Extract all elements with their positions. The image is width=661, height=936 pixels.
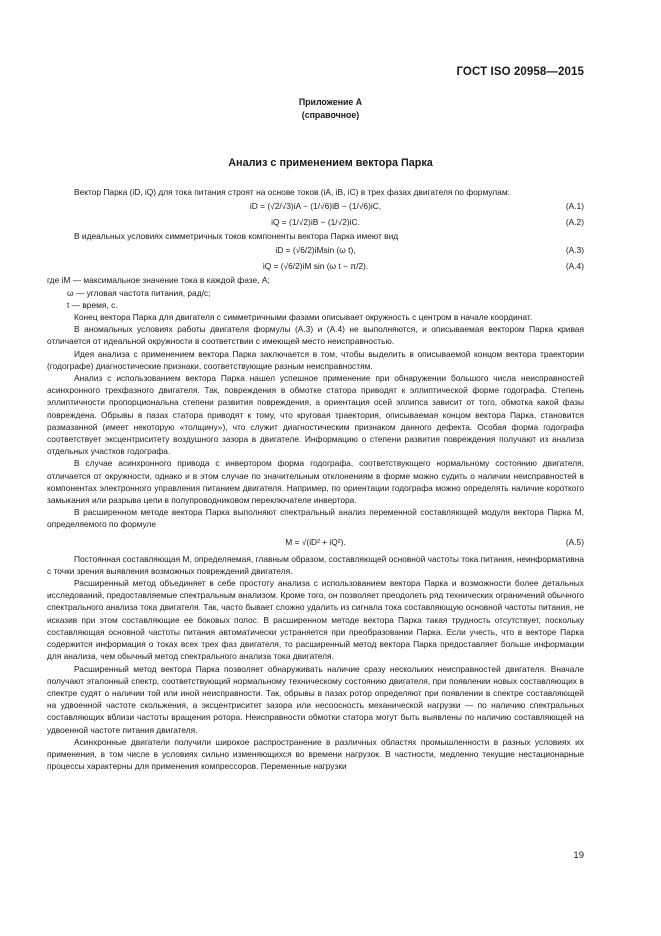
page-number: 19 bbox=[573, 850, 584, 861]
equation-number: (A.1) bbox=[565, 201, 584, 212]
equation-number: (A.4) bbox=[565, 261, 584, 272]
equation-a1 bbox=[47, 198, 584, 214]
section-title: Анализ с применением вектора Парка bbox=[228, 157, 433, 169]
equation-a5 bbox=[47, 531, 584, 553]
equation-a4 bbox=[47, 258, 584, 274]
appendix-label: Приложение А bbox=[298, 97, 363, 107]
intro-paragraph: Вектор Парка (iD, iQ) для тока питания строят на основе токов (iA, iB, iC) в трех фазах двигателя по формулам: bbox=[74, 187, 510, 197]
paragraph-4: Анализ с использованием вектора Парка нашел успешное применение при обнаружении большого числа неисправностей асинхронного трехфазного двигателя. Так, повреждения в обмотке статора приводят к эллиптической форме годографа. Степень эллиптичности пропорциональна степени развития повреждения, а ориентация осей эллипса зависит от того, обмотка какой фазы повреждена. Обрывы в пазах статора приводят к тому, что круговая траектория, описываемая концом вектора Парка, становится размазанной (имеет некоторую «толщину»), что служит диагностическим признаком данного дефекта. Особая форма годографа соответствует эксцентриситету воздушного зазора в двигателе. Информацию о степени развития повреждения получают из анализа отдельных участков годографа. bbox=[47, 373, 584, 457]
appendix-note: (справочное) bbox=[301, 110, 360, 120]
paragraph-8: Расширенный метод объединяет в себе простоту анализа с использованием вектора Парка и возможности более детальных исследований, предоставляемые спектральным анализом. Кроме того, он позволяет преодолеть ряд технических ограничений обычного спектрального анализа тока двигателя. Так, часто бывает сложно удалить из сигнала тока составляющую основной частоты питания, не исказив при этом составляющие ее боковых полос. В расширенном методе вектора Парка такая трудность отсутствует, поскольку составляющая основной частоты питания автоматически устраняется при преобразовании Парка. Если учесть, что в векторе Парка содержится информация о токах всех трех фаз двигателя, то расширенный метод вектора Парка предоставляет больше информации для анализа, чем обычный метод спектрального анализа тока двигателя. bbox=[47, 578, 584, 662]
paragraph-6: В расширенном методе вектора Парка выполняют спектральный анализ переменной составляющей модуля вектора Парка М, определяемого по формуле bbox=[47, 507, 584, 530]
paragraph-2: В аномальных условиях работы двигателя формулы (А.3) и (А.4) не выполняются, и описываемая вектором Парка кривая отличается от идеальной окружности в соответствии с имеющей место неисправностью. bbox=[47, 324, 584, 347]
definitions-list bbox=[47, 274, 584, 311]
equation-a2 bbox=[47, 214, 584, 230]
equation-formula: iD = (√2/√3)iA − (1/√6)iB − (1/√6)iC, bbox=[249, 201, 382, 212]
definition-current: где iM — максимальное значение тока в каждой фазе, А; bbox=[47, 275, 270, 286]
equation-formula: iQ = (1/√2)iB − (1/√2)iC. bbox=[271, 217, 360, 228]
equation-number: (A.5) bbox=[565, 536, 584, 547]
paragraph-10: Асинхронные двигатели получили широкое распространение в различных областях промышленности в разных условиях их применения, в том числе в условиях сильно изменяющихся во времени нагрузок. В частности, медленно текущие нестационарные процессы характерны для применения компрессоров. Переменные нагрузки bbox=[47, 736, 584, 772]
equation-number: (A.3) bbox=[565, 245, 584, 256]
paragraph-9: Расширенный метод вектора Парка позволяет обнаруживать наличие сразу нескольких неисправностей двигателя. Вначале получают эталонный спектр, соответствующий нормальному техническому состоянию двигателя, при появлении новых составляющих в спектре судят о наличии той или иной неисправности. Так, обрывы в пазах ротор определяют при появлении в спектре составляющей на удвоенной частоте скольжения, а эксцентриситет зазора или несоосность механической нагрузки — по наличию спектральных составляющих вблизи частоты вращения ротора. Неисправности обмотки статора могут быть выявлены по наличию составляющей на удвоенной частоте питания двигателя. bbox=[47, 663, 584, 735]
appendix-heading bbox=[0, 96, 661, 122]
paragraph-5: В случае асинхронного привода с инвертором форма годографа, соответствующего нормальному состоянию двигателя, отличается от окружности, однако и в этом случае по значительным отклонениям в форме можно судить о наличии неисправностей в компонентах электронного управления питанием двигателя. Например, по ориентации годографа можно определять наличие короткого замыкания или разрыва цепи в полупроводниковом переключателе инвертора. bbox=[47, 458, 584, 506]
standard-designation: ГОСТ ISO 20958—2015 bbox=[456, 66, 584, 78]
equation-formula: M = √(iD² + iQ²). bbox=[285, 536, 346, 547]
equation-formula: iD = (√6/2)iMsin (ω t), bbox=[275, 245, 356, 256]
equation-number: (A.2) bbox=[565, 217, 584, 228]
definition-time: t — время, с. bbox=[67, 299, 118, 310]
ideal-conditions-paragraph: В идеальных условиях симметричных токов компоненты вектора Парка имеют вид bbox=[74, 231, 399, 242]
equation-a3 bbox=[47, 242, 584, 258]
equation-formula: iQ = (√6/2)iM sin (ω t − π/2). bbox=[262, 261, 369, 272]
paragraph-7: Постоянная составляющая М, определяемая, главным образом, составляющей основной частоты тока питания, неинформативна с точки зрения выявления возможных повреждений двигателя. bbox=[47, 553, 584, 576]
definition-omega: ω — угловая частота питания, рад/с; bbox=[67, 287, 211, 298]
document-body bbox=[47, 186, 584, 772]
paragraph-3: Идея анализа с применением вектора Парка заключается в том, чтобы выделить в описываемой концом вектора траектории (годографе) диагностические признаки, соответствующие разным неисправностям. bbox=[47, 348, 584, 371]
paragraph-1: Конец вектора Парка для двигателя с симметричными фазами описывает окружность с центром в начале координат. bbox=[74, 312, 533, 323]
